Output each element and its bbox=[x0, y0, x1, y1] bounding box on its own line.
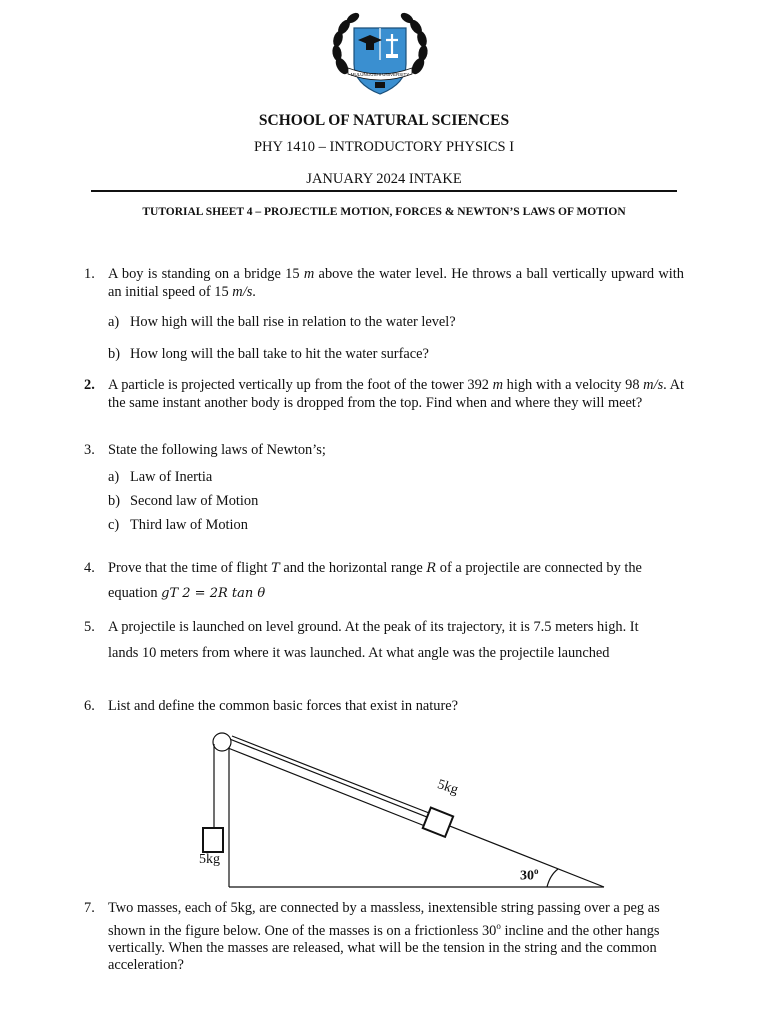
question-3 bbox=[84, 442, 684, 460]
sheet-title: TUTORIAL SHEET 4 – PROJECTILE MOTION, FORCES & NEWTON’S LAWS OF MOTION bbox=[142, 206, 626, 218]
incline-mass-label: 5kg bbox=[435, 777, 460, 798]
question-3c: c) Third law of Motion bbox=[108, 517, 248, 533]
question-4 bbox=[84, 556, 684, 606]
question-7 bbox=[84, 900, 684, 975]
question-3b: b) Second law of Motion bbox=[108, 493, 259, 509]
school-name: SCHOOL OF NATURAL SCIENCES bbox=[258, 112, 510, 129]
angle-label: 30$^o$ bbox=[520, 866, 539, 884]
question-text: Prove that the time of flight T and the horizontal range R of a projectile are connected by the equation gT 2 = 2R tan θ bbox=[108, 560, 642, 601]
incline-diagram bbox=[192, 728, 612, 894]
equation: gT 2 = 2R tan θ bbox=[161, 586, 266, 601]
question-1a: a) How high will the ball rise in relation to the water level? bbox=[108, 314, 456, 330]
question-text: A particle is projected vertically up from the foot of the tower 392 m high with a velocity 98 m/s. At the same instant another body is dropped from the top. Find when and where they will meet? bbox=[108, 377, 685, 411]
question-number: 1. bbox=[84, 266, 95, 282]
question-number: 7. bbox=[84, 900, 95, 916]
question-text: State the following laws of Newton’s; bbox=[108, 442, 326, 458]
question-number: 3. bbox=[84, 442, 95, 458]
hanging-mass-label: 5kg bbox=[199, 852, 220, 867]
incline-pulley-figure bbox=[192, 728, 612, 894]
question-text: A boy is standing on a bridge 15 m above the water level. He throws a ball vertically upward with an initial speed of 15 m/s. bbox=[108, 266, 684, 300]
question-1 bbox=[84, 266, 684, 301]
question-text: Two masses, each of 5kg, are connected by a massless, inextensible string passing over a peg as shown in the figure below. One of the masses is on a frictionless 30$^o$ incline and the other hangs vertically. When the masses are released, what will be the tension in the string and the common acceleration? bbox=[108, 900, 660, 974]
question-1b: b) How long will the ball take to hit the water surface? bbox=[108, 346, 429, 362]
question-number: 5. bbox=[84, 619, 95, 635]
question-6 bbox=[84, 698, 684, 716]
svg-text:MULUNGUSHI UNIVERSITY: MULUNGUSHI UNIVERSITY bbox=[350, 72, 410, 77]
question-number: 6. bbox=[84, 698, 95, 714]
question-5 bbox=[84, 614, 684, 666]
course-title: PHY 1410 – INTRODUCTORY PHYSICS I bbox=[253, 139, 515, 155]
question-text: A projectile is launched on level ground. At the peak of its trajectory, it is 7.5 meters high. It lands 10 meters from where it was launched. At what angle was the projectile launched bbox=[108, 619, 639, 661]
question-number: 4. bbox=[84, 560, 95, 576]
intake-label: JANUARY 2024 INTAKE bbox=[306, 171, 462, 187]
question-2 bbox=[84, 377, 684, 412]
question-text: List and define the common basic forces that exist in nature? bbox=[108, 698, 459, 714]
question-number: 2. bbox=[84, 377, 95, 393]
university-crest-icon bbox=[328, 8, 432, 100]
header-divider bbox=[91, 190, 677, 192]
pulley-icon bbox=[213, 733, 231, 751]
hanging-mass-icon bbox=[203, 828, 223, 852]
question-3a: a) Law of Inertia bbox=[108, 469, 213, 485]
